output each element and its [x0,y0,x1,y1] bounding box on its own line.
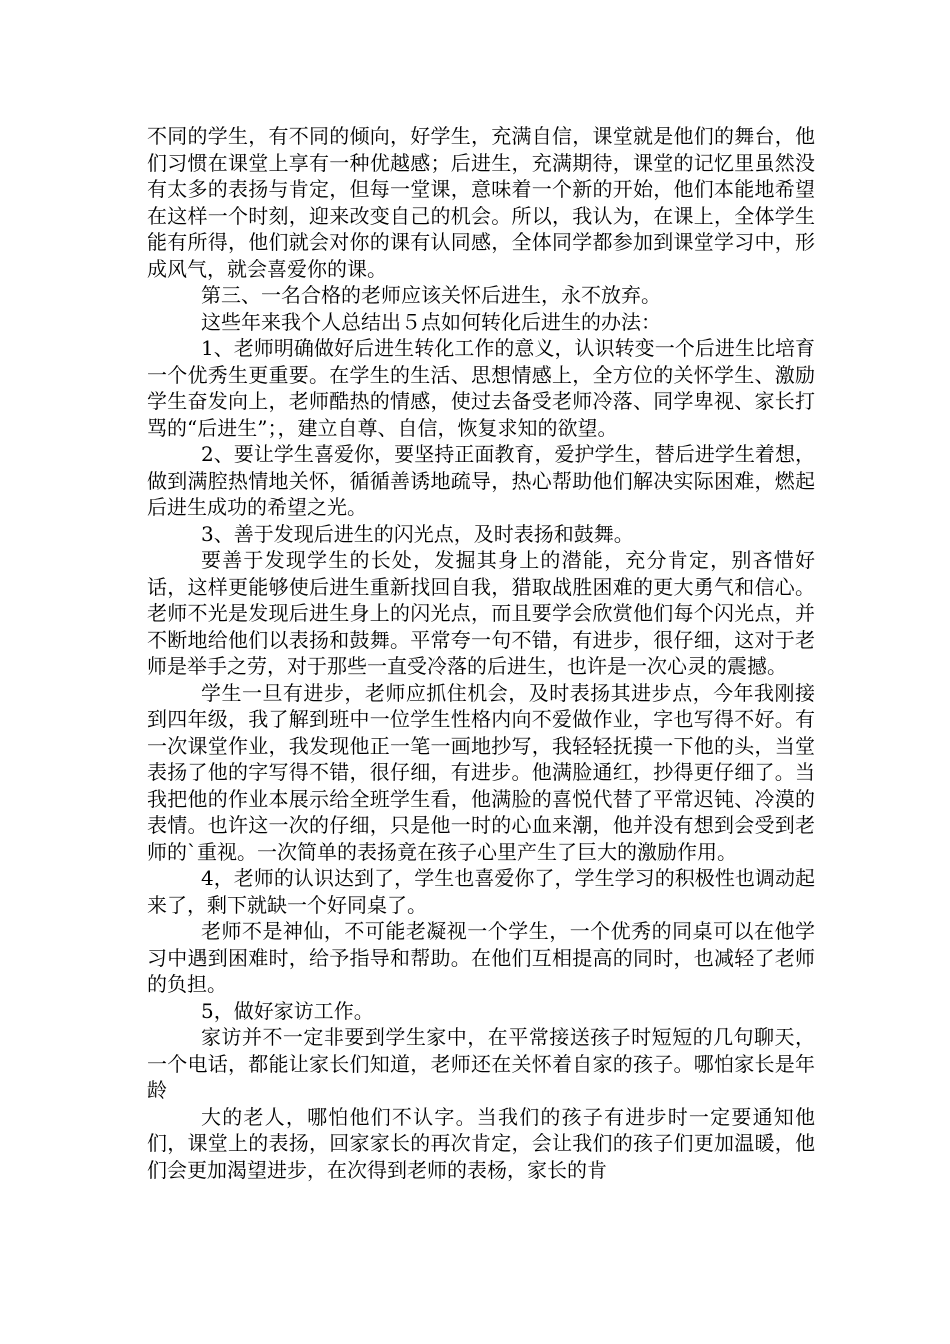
paragraph-deskmate: 老师不是神仙，不可能老凝视一个学生，一个优秀的同桌可以在他学习中遇到困难时，给予指导和帮助。在他们互相提高的同时，也减轻了老师的负担。 [147,919,815,996]
paragraph-home-visit-continued: 大的老人，哪怕他们不认字。当我们的孩子有进步时一定要通知他们，课堂上的表扬，回家家长的再次肯定，会让我们的孩子们更加温暖，他们会更加渴望进步，在次得到老师的表杨，家长的肯 [147,1104,815,1182]
paragraph-example: 学生一旦有进步，老师应抓住机会，及时表扬其进步点，今年我刚接到四年级，我了解到班中一位学生性格内向不爱做作业，字也写得不好。有一次课堂作业，我发现他正一笔一画地抄写，我轻轻抚摸一下他的头，当堂表扬了他的字写得不错，很仔细，有进步。他满脸通红，抄得更仔细了。当我把他的作业本展示给全班学生看，他满脸的喜悦代替了平常迟钝、冷漠的表情。也许这一次的仔细，只是他一时的心血来潮，他并没有想到会受到老师的`重视。一次简单的表扬竟在孩子心里产生了巨大的激励作用。 [147,680,815,864]
paragraph-praise: 要善于发现学生的长处，发掘其身上的潜能，充分肯定，别吝惜好话，这样更能够使后进生重新找回自我，猎取战胜困难的更大勇气和信心。老师不光是发现后进生身上的闪光点，而且要学会欣赏他们每个闪光点，并不断地给他们以表扬和鼓舞。平常夸一句不错，有进步，很仔细，这对于老师是举手之劳，对于那些一直受冷落的后进生，也许是一次心灵的震撼。 [147,548,815,678]
paragraph-point-5: 5，做好家访工作。 [201,998,374,1023]
paragraph-summary: 这些年来我个人总结出５点如何转化后进生的办法： [201,309,661,334]
paragraph-point-1: 1、老师明确做好后进生转化工作的意义，认识转变一个后进生比培育一个优秀生更重要。在学生的生活、思想情感上，全方位的关怀学生、激励学生奋发向上，老师酷热的情感，使过去备受老师冷落、同学卑视、家长打骂的“后进生”；，建立自尊、自信，恢复求知的欲望。 [147,336,815,440]
paragraph-home-visit: 家访并不一定非要到学生家中，在平常接送孩子时短短的几句聊天，一个电话，都能让家长们知道，老师还在关怀着自家的孩子。哪怕家长是年龄 [147,1025,815,1102]
paragraph-point-3: 3、善于发现后进生的闪光点，及时表扬和鼓舞。 [201,521,634,546]
paragraph-heading-third: 第三、一名合格的老师应该关怀后进生，永不放弃。 [201,283,661,307]
body-text [147,123,815,1183]
paragraph-point-4: 4，老师的认识达到了，学生也喜爱你了，学生学习的积极性也调动起来了，剩下就缺一个好同桌了。 [147,866,815,917]
paragraph-intro: 不同的学生，有不同的倾向，好学生，充满自信，课堂就是他们的舞台，他们习惯在课堂上享有一种优越感；后进生，充满期待，课堂的记忆里虽然没有太多的表扬与肯定，但每一堂课，意味着一个新的开始，他们本能地希望在这样一个时刻，迎来改变自己的机会。所以，我认为，在课上，全体学生能有所得，他们就会对你的课有认同感，全体同学都参加到课堂学习中，形成风气，就会喜爱你的课。 [147,124,815,281]
paragraph-point-2: 2、要让学生喜爱你，要坚持正面教育，爱护学生，替后进学生着想，做到满腔热情地关怀，循循善诱地疏导，热心帮助他们解决实际困难，燃起后进生成功的希望之光。 [147,442,815,519]
